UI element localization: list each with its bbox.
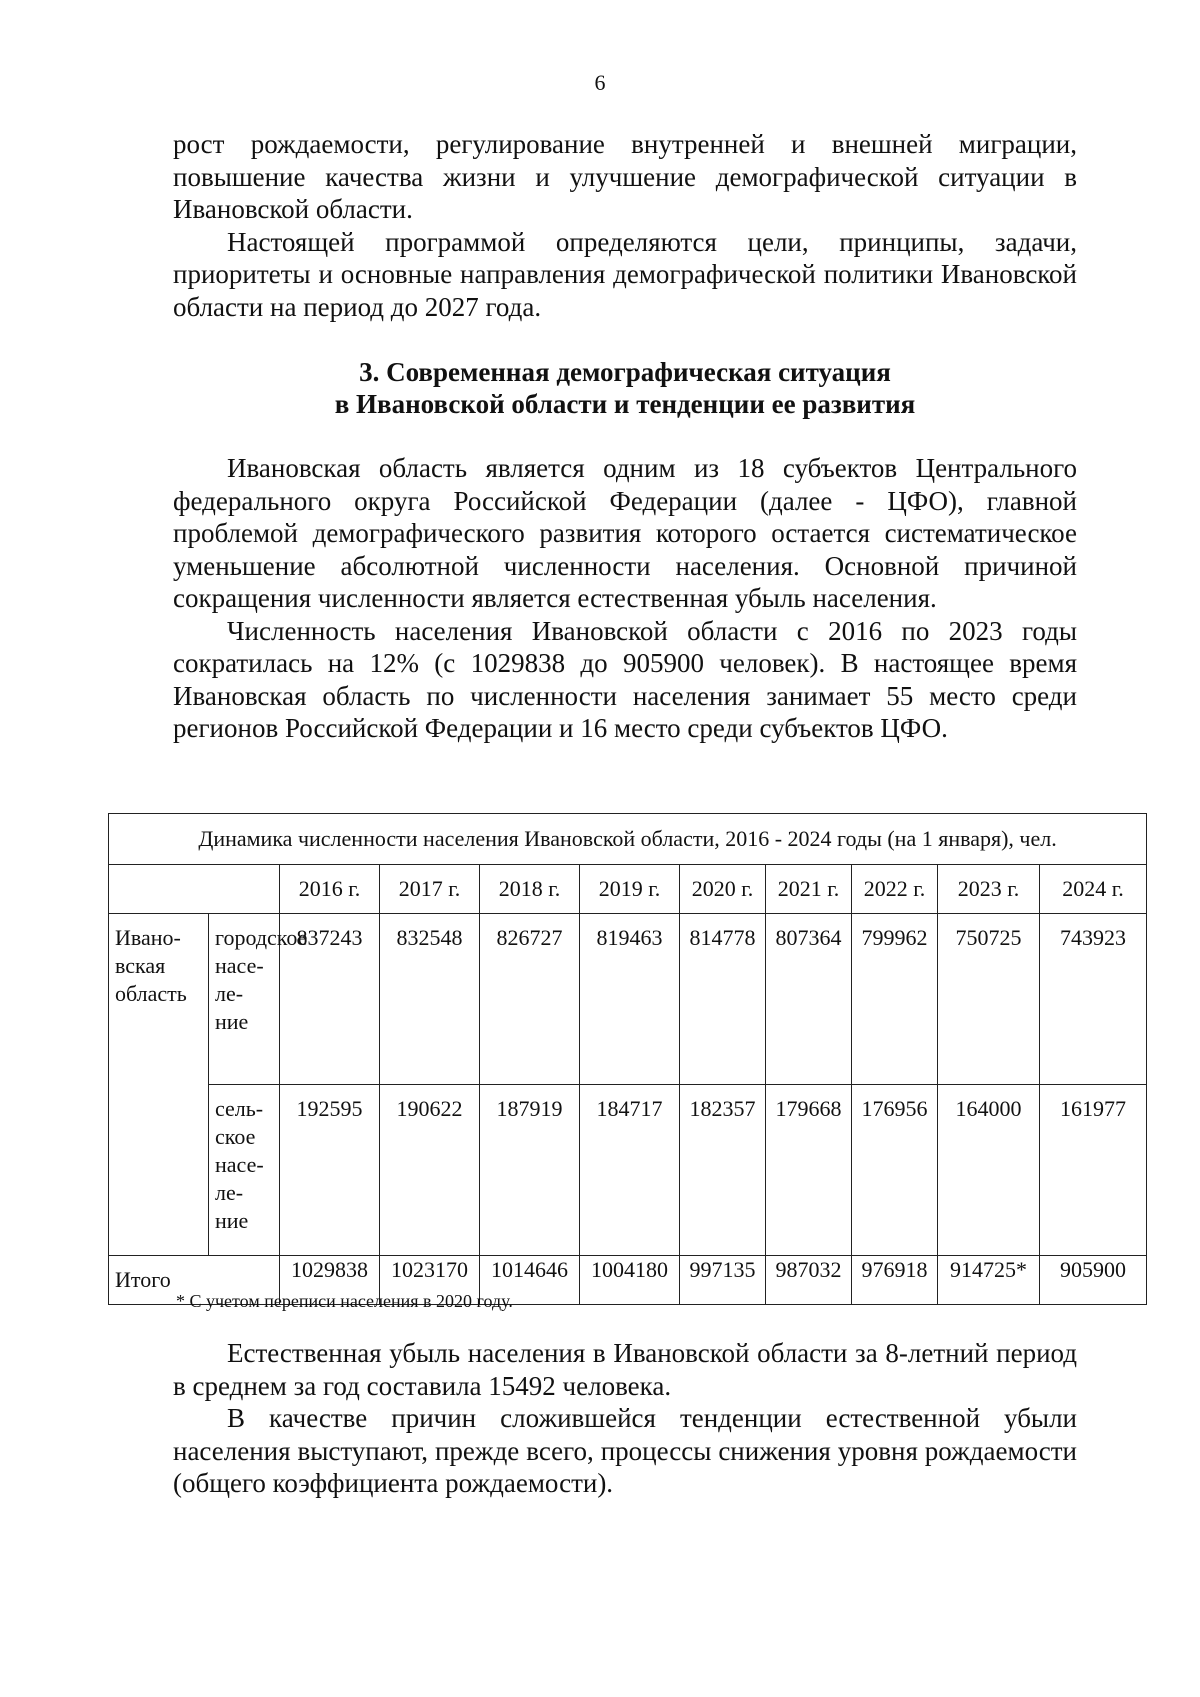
section-paragraph-2: Численность населения Ивановской области с 2016 по 2023 годы сократилась на 12% (с 1029838 до 905900 человек). В настоящее время Ивановская область по численности населения занимает 55 место среди регионов Российской Федерации и 16 место среди субъектов ЦФО. [173, 615, 1077, 743]
rural-value: 179668 [766, 1085, 852, 1256]
rural-value: 176956 [852, 1085, 938, 1256]
section-paragraph-1: Ивановская область является одним из 18 субъектов Центрального федерального округа Российской Федерации (далее - ЦФО), главной проблемой демографического развития которого остается систематическое уменьшение абсолютной численности населения. Основной причиной сокращения численности является естественная убыль населения. [173, 453, 1077, 613]
rural-value: 184717 [580, 1085, 680, 1256]
rural-value: 192595 [280, 1085, 380, 1256]
rural-label: сель-ское насе-ле-ние [209, 1085, 280, 1256]
year-header: 2020 г. [680, 865, 766, 914]
urban-value: 750725 [938, 914, 1040, 1085]
urban-label: городское насе-ле-ние [209, 914, 280, 1085]
total-value: 997135 [680, 1256, 766, 1305]
urban-value: 814778 [680, 914, 766, 1085]
total-value: 976918 [852, 1256, 938, 1305]
section-heading-line-1: 3. Современная демографическая ситуация [359, 357, 891, 387]
section-text [173, 452, 1077, 745]
table-row-rural [109, 1085, 1147, 1256]
rural-value: 164000 [938, 1085, 1040, 1256]
rural-value: 161977 [1040, 1085, 1147, 1256]
rural-value: 190622 [380, 1085, 480, 1256]
table-caption: Динамика численности населения Ивановской области, 2016 - 2024 годы (на 1 января), чел. [109, 814, 1147, 865]
page-number: 6 [594, 70, 606, 95]
section-heading-line-2: в Ивановской области и тенденции ее развития [334, 389, 916, 419]
table-footnote: * С учетом переписи населения в 2020 году. [176, 1291, 513, 1311]
conclusion-text [173, 1337, 1077, 1500]
year-header: 2017 г. [380, 865, 480, 914]
total-value: 1029838 [280, 1256, 380, 1305]
rural-value: 182357 [680, 1085, 766, 1256]
table-corner-cell [109, 865, 280, 914]
total-value: 1014646 [480, 1256, 580, 1305]
year-header: 2024 г. [1040, 865, 1147, 914]
region-label: Ивано-вская область [109, 914, 209, 1256]
year-header: 2019 г. [580, 865, 680, 914]
table-row-urban [109, 914, 1147, 1085]
total-value: 914725* [938, 1256, 1040, 1305]
urban-value: 819463 [580, 914, 680, 1085]
year-header: 2016 г. [280, 865, 380, 914]
intro-paragraph-1: рост рождаемости, регулирование внутренней и внешней миграции, повышение качества жизни и улучшение демографической ситуации в Ивановской области. [173, 129, 1077, 224]
total-label: Итого [109, 1256, 280, 1305]
urban-value: 743923 [1040, 914, 1147, 1085]
year-header: 2023 г. [938, 865, 1040, 914]
urban-value: 826727 [480, 914, 580, 1085]
section-heading [0, 356, 1200, 420]
intro-text [173, 128, 1077, 323]
urban-value: 837243 [280, 914, 380, 1085]
total-value: 987032 [766, 1256, 852, 1305]
urban-value: 807364 [766, 914, 852, 1085]
total-value: 1023170 [380, 1256, 480, 1305]
year-header: 2021 г. [766, 865, 852, 914]
table-header-row [109, 865, 1147, 914]
year-header: 2022 г. [852, 865, 938, 914]
conclusion-paragraph-1: Естественная убыль населения в Ивановской области за 8-летний период в среднем за год составила 15492 человека. [173, 1338, 1077, 1401]
conclusion-paragraph-2: В качестве причин сложившейся тенденции естественной убыли населения выступают, прежде всего, процессы снижения уровня рождаемости (общего коэффициента рождаемости). [173, 1403, 1077, 1498]
total-value: 1004180 [580, 1256, 680, 1305]
urban-value: 832548 [380, 914, 480, 1085]
total-value: 905900 [1040, 1256, 1147, 1305]
urban-value: 799962 [852, 914, 938, 1085]
rural-value: 187919 [480, 1085, 580, 1256]
year-header: 2018 г. [480, 865, 580, 914]
intro-paragraph-2: Настоящей программой определяются цели, принципы, задачи, приоритеты и основные направления демографической политики Ивановской области на период до 2027 года. [173, 226, 1077, 322]
population-table [108, 813, 1147, 1305]
